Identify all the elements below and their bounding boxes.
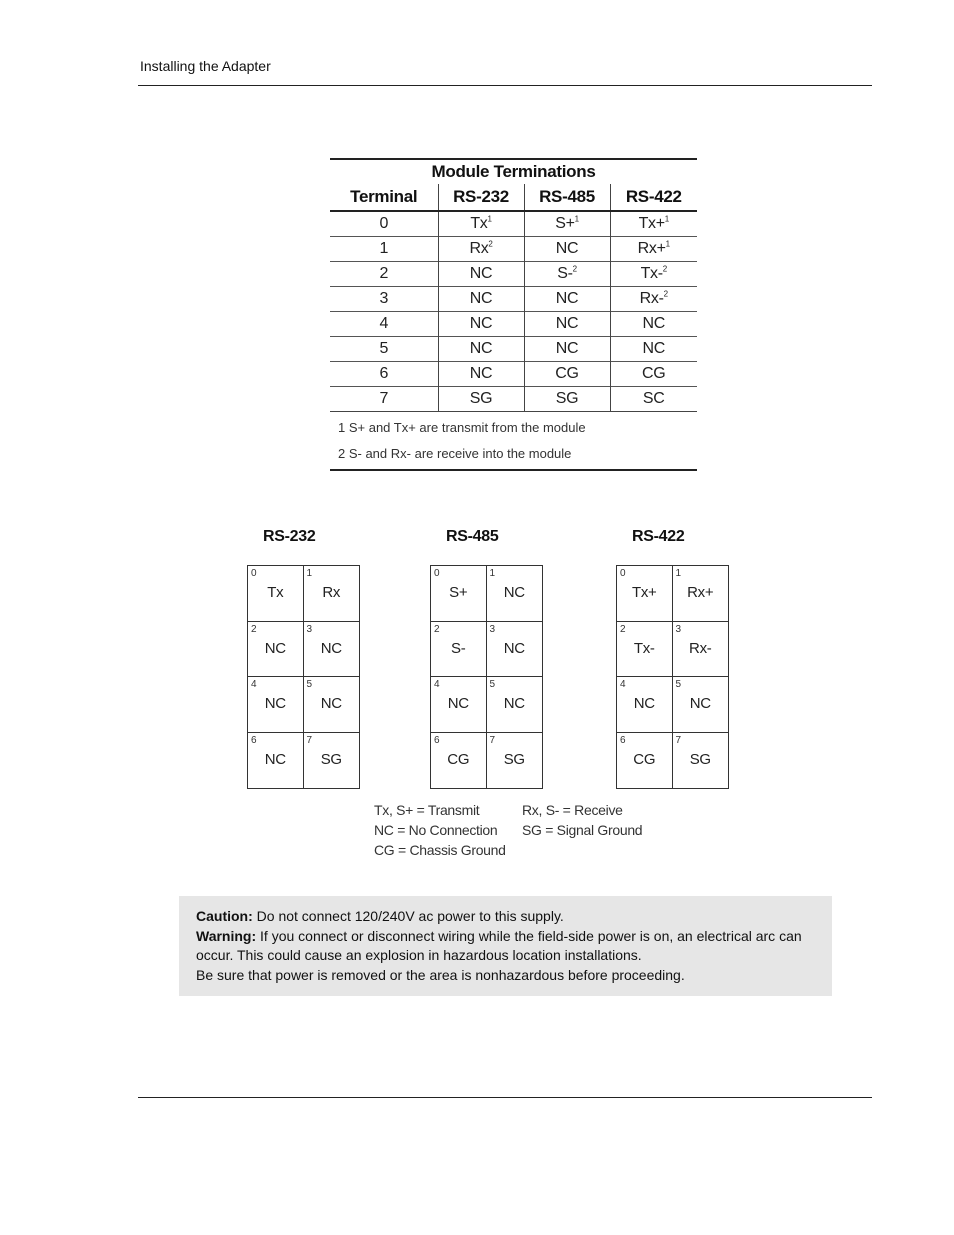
- pin-cell: [248, 566, 304, 622]
- table-cell: 0: [379, 215, 389, 232]
- pin-signal: Tx-: [633, 639, 655, 657]
- footnote-marker: 2: [488, 239, 493, 249]
- pin-number: 5: [306, 679, 313, 690]
- pin-signal: SG: [503, 750, 525, 768]
- pin-number: 3: [675, 623, 682, 635]
- pin-signal: NC: [320, 639, 342, 657]
- caution-text: Do not connect 120/240V ac power to this supply.: [252, 908, 564, 924]
- pin-signal: CG: [447, 750, 470, 768]
- module-terminations-table: [330, 158, 697, 471]
- table-title: Module Terminations: [330, 158, 697, 184]
- footnote-marker: 2: [572, 264, 577, 274]
- pin-signal: Rx-: [689, 639, 712, 657]
- pin-number: 1: [675, 568, 682, 579]
- caution-line: [179, 896, 832, 927]
- pin-cell: [673, 677, 729, 733]
- table-cell: 3: [330, 287, 438, 312]
- column-header-terminal: Terminal: [330, 184, 438, 211]
- column-header-rs422: RS-422: [610, 184, 697, 211]
- table-row: [330, 211, 697, 237]
- pin-cell: [248, 622, 304, 678]
- warning-text: If you connect or disconnect wiring while the field-side power is on, an electrical arc can occur. This could cause an explosion in hazardous location installations.: [196, 927, 802, 963]
- pin-number: 0: [620, 568, 626, 579]
- legend-item: Rx, S- = Receive: [522, 802, 623, 818]
- footnote-marker: 1: [665, 239, 670, 249]
- pin-signal: NC: [633, 695, 655, 712]
- table-cell: 1: [330, 237, 438, 262]
- pin-signal: S-: [451, 639, 466, 657]
- table-cell: S-$^2$: [524, 262, 610, 287]
- connector-pin-grid: [616, 565, 729, 789]
- pin-cell: [431, 566, 487, 622]
- table-cell: NC: [610, 337, 697, 362]
- table-cell: NC: [524, 237, 610, 262]
- pin-number: 6: [251, 734, 257, 746]
- table-cell: NC: [438, 262, 524, 287]
- pin-number: 0: [434, 568, 440, 579]
- footnote-marker: 1: [487, 214, 492, 224]
- table-row: [330, 287, 697, 312]
- pin-cell: [673, 622, 729, 678]
- connector-title: RS-485: [446, 528, 499, 545]
- pin-cell: [617, 622, 673, 678]
- pin-cell: [617, 677, 673, 733]
- connector-title: RS-232: [263, 528, 316, 545]
- pin-number: 2: [620, 623, 626, 635]
- table-cell: Tx$^1$: [438, 211, 524, 237]
- pin-cell: [248, 733, 304, 789]
- table-row: [330, 237, 697, 262]
- table-cell: SG: [438, 387, 524, 412]
- table-cell: Tx+$^1$: [610, 211, 697, 237]
- pin-number: 4: [434, 679, 440, 690]
- table-cell: S+$^1$: [524, 211, 610, 237]
- table-cell: 5: [330, 337, 438, 362]
- pin-cell: [673, 733, 729, 789]
- pin-number: 7: [489, 734, 496, 746]
- pin-number: 4: [251, 679, 257, 690]
- pin-signal: NC: [264, 639, 286, 657]
- connector-title: RS-422: [632, 528, 685, 545]
- pin-signal: NC: [264, 695, 286, 712]
- legend-item: SG = Signal Ground: [522, 822, 643, 838]
- pin-cell: [487, 622, 543, 678]
- table-cell: SC: [610, 387, 697, 412]
- table-cell: NC: [524, 337, 610, 362]
- table-cell: 2: [330, 262, 438, 287]
- pin-cell: [431, 733, 487, 789]
- footnote-marker: 1: [574, 214, 579, 224]
- pin-cell: [304, 677, 360, 733]
- pin-number: 6: [434, 734, 440, 746]
- warning-line: [179, 927, 832, 966]
- table-cell: 6: [330, 362, 438, 387]
- pin-cell: [487, 677, 543, 733]
- table-cell: 7: [330, 387, 438, 412]
- column-header-rs485: RS-485: [524, 184, 610, 211]
- table-row: [330, 262, 697, 287]
- table-cell: NC: [524, 287, 610, 312]
- column-header-rs232: RS-232: [438, 184, 524, 211]
- pin-signal: Tx: [267, 584, 284, 601]
- table-cell: NC: [438, 337, 524, 362]
- pin-signal: NC: [503, 639, 525, 657]
- pin-cell: [248, 677, 304, 733]
- caution-label: Caution:: [196, 908, 253, 924]
- connector-pin-grid: [247, 565, 360, 789]
- caution-notice-box: [179, 896, 832, 996]
- pin-cell: [304, 733, 360, 789]
- pin-cell: [431, 677, 487, 733]
- pin-number: 4: [620, 679, 626, 690]
- footnote-2: 2 S- and Rx- are receive into the module: [330, 443, 697, 471]
- table-cell: Rx-$^2$: [610, 287, 697, 312]
- connector-rs485: [430, 528, 543, 789]
- pin-cell: [487, 566, 543, 622]
- pin-signal: Tx+: [631, 584, 657, 601]
- pin-cell: [431, 622, 487, 678]
- table-cell: Rx+$^1$: [610, 237, 697, 262]
- pin-cell: [617, 566, 673, 622]
- pin-signal: Rx+: [687, 584, 714, 601]
- footnote-1: 1 S+ and Tx+ are transmit from the module: [338, 420, 586, 435]
- pin-number: 1: [306, 568, 313, 579]
- pin-number: 3: [306, 623, 313, 635]
- pin-number: 7: [306, 734, 313, 746]
- pin-number: 3: [489, 623, 496, 635]
- pin-signal: SG: [689, 750, 711, 768]
- pin-signal: SG: [320, 750, 342, 768]
- table-row: [330, 312, 697, 337]
- connector-rs232: [247, 528, 360, 789]
- pin-number: 2: [434, 623, 440, 635]
- pin-signal: S+: [449, 584, 468, 601]
- legend-left: [374, 800, 506, 860]
- footnote-marker: 2: [663, 289, 668, 299]
- connector-rs422: [616, 528, 729, 789]
- table-row: [330, 337, 697, 362]
- note-line: Be sure that power is removed or the area is nonhazardous before proceeding.: [196, 966, 685, 983]
- pin-cell: [673, 566, 729, 622]
- pin-number: 2: [251, 623, 257, 635]
- table-cell: NC: [438, 312, 524, 337]
- legend-item: NC = No Connection: [374, 822, 498, 838]
- pin-signal: NC: [264, 750, 286, 768]
- footnote-marker: 1: [664, 214, 669, 224]
- pin-number: 1: [489, 568, 496, 579]
- pin-number: 0: [251, 568, 257, 579]
- pin-number: 7: [675, 734, 682, 746]
- pin-cell: [304, 622, 360, 678]
- legend-item: CG = Chassis Ground: [374, 842, 506, 858]
- table-cell: CG: [524, 362, 610, 387]
- table-cell: CG: [610, 362, 697, 387]
- pin-signal: NC: [503, 584, 525, 601]
- pin-signal: NC: [503, 695, 525, 712]
- table-cell: 4: [330, 312, 438, 337]
- table-cell: NC: [438, 362, 524, 387]
- connector-pin-grid: [430, 565, 543, 789]
- table-cell: NC: [438, 287, 524, 312]
- pin-cell: [617, 733, 673, 789]
- pin-signal: NC: [689, 695, 711, 712]
- table-cell: SG: [524, 387, 610, 412]
- pin-signal: CG: [633, 750, 656, 768]
- table-cell: NC: [610, 312, 697, 337]
- pin-cell: [304, 566, 360, 622]
- table-row: [330, 387, 697, 412]
- header-rule: [138, 85, 872, 86]
- footnote-marker: 2: [662, 264, 667, 274]
- pin-number: 5: [489, 679, 496, 690]
- pin-number: 5: [675, 679, 682, 690]
- table-cell: Tx-$^2$: [610, 262, 697, 287]
- table-cell: NC: [524, 312, 610, 337]
- table-header-row: [330, 184, 697, 211]
- legend-item: Tx, S+ = Transmit: [374, 802, 480, 818]
- pin-signal: Rx: [322, 584, 341, 601]
- pin-number: 6: [620, 734, 626, 746]
- page-header-title: Installing the Adapter: [140, 58, 271, 74]
- table-row: [330, 362, 697, 387]
- table-cell: Rx$^2$: [438, 237, 524, 262]
- table-body: [330, 211, 697, 412]
- pin-signal: NC: [320, 695, 342, 712]
- terminations-grid: [330, 184, 697, 412]
- pin-signal: NC: [447, 695, 469, 712]
- footer-rule: [138, 1097, 872, 1098]
- warning-label: Warning:: [196, 927, 257, 944]
- pin-cell: [487, 733, 543, 789]
- legend-right: [522, 800, 642, 840]
